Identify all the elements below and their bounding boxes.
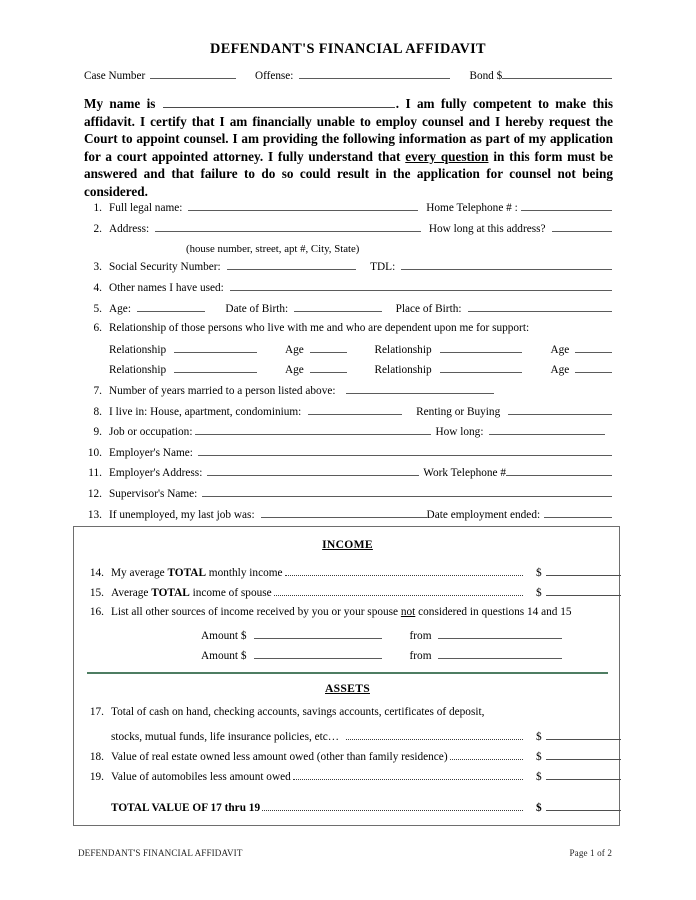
section-divider	[87, 672, 608, 674]
currency-symbol: $	[536, 587, 542, 600]
cash-assets-amount[interactable]	[525, 730, 621, 743]
employer-address-label: Employer's Address:	[109, 467, 203, 480]
address-duration-input[interactable]	[552, 222, 612, 232]
total-value-amount[interactable]	[525, 801, 621, 814]
from-label: from	[409, 630, 432, 643]
tdl-input[interactable]	[401, 260, 612, 270]
full-legal-name-label: Full legal name:	[109, 202, 183, 215]
occupation-input[interactable]	[195, 425, 431, 435]
age-input[interactable]	[137, 301, 205, 311]
amount-label: Amount $	[201, 630, 247, 643]
other-income-amount-input[interactable]	[254, 629, 382, 639]
declarant-name-input[interactable]	[163, 97, 395, 108]
assets-row-17-line2	[74, 730, 621, 743]
questions-list	[78, 201, 612, 528]
automobiles-amount[interactable]	[525, 770, 621, 783]
statement-part-3: in this form must be answered and that failure to do so could result in the application for counsel not being considered.	[84, 148, 613, 199]
employer-name-input[interactable]	[198, 446, 612, 456]
question-row-3	[78, 260, 612, 281]
question-number: 8.	[93, 405, 102, 418]
other-income-entry-row	[201, 629, 562, 642]
rent-or-buy-input[interactable]	[508, 404, 612, 414]
relationship-input[interactable]	[174, 343, 257, 353]
currency-symbol: $	[536, 771, 542, 784]
age-label: Age	[550, 364, 570, 377]
question-number: 16.	[89, 606, 104, 618]
other-income-sources-label: List all other sources of income received by you or your spouse not considered in questions 14 and 15	[111, 606, 572, 618]
assets-heading: ASSETS	[325, 682, 370, 695]
address-label: Address:	[109, 222, 150, 235]
amount-input[interactable]	[546, 770, 621, 780]
dependents-label: Relationship of those persons who live with me and who are dependent upon me for support:	[109, 321, 530, 334]
last-job-label: If unemployed, my last job was:	[109, 508, 255, 521]
page-title: DEFENDANT'S FINANCIAL AFFIDAVIT	[210, 41, 486, 57]
question-number: 3.	[93, 261, 102, 274]
amount-input[interactable]	[546, 801, 621, 811]
birthplace-input[interactable]	[468, 301, 612, 311]
question-row-2	[78, 222, 612, 243]
relationship-input[interactable]	[440, 343, 523, 353]
supervisor-name-input[interactable]	[202, 487, 612, 497]
amount-label: Amount $	[201, 650, 247, 663]
home-telephone-input[interactable]	[521, 201, 612, 211]
job-duration-input[interactable]	[489, 425, 605, 435]
question-number: 9.	[93, 426, 102, 439]
relationship-label: Relationship	[374, 343, 432, 356]
other-income-source-input[interactable]	[438, 629, 562, 639]
income-row-16	[74, 606, 621, 618]
case-number-input[interactable]	[150, 69, 236, 79]
relationship-input[interactable]	[440, 363, 523, 373]
statement-part-2: . I am fully competent to make this affidavit. I certify that I am financially unable to employ counsel and I hereby request the Court to appoint counsel. I am providing the following information as part of my application for a court appointed attorney. I fully understand that	[84, 96, 613, 164]
question-number: 15.	[89, 587, 104, 600]
rent-or-buy-label: Renting or Buying	[416, 405, 501, 418]
years-married-label: Number of years married to a person listed above:	[109, 385, 336, 398]
dependent-age-input[interactable]	[575, 343, 612, 353]
currency-symbol: $	[536, 731, 542, 744]
other-income-source-input[interactable]	[438, 649, 562, 659]
work-telephone-input[interactable]	[506, 466, 612, 476]
offense-label: Offense:	[255, 70, 294, 83]
total-value-label: TOTAL VALUE OF 17 thru 19	[111, 802, 261, 815]
dependent-age-input[interactable]	[310, 343, 347, 353]
cash-assets-label-line2: stocks, mutual funds, life insurance policies, etc…	[111, 731, 340, 744]
dot-leader	[450, 754, 523, 760]
question-row-12	[78, 487, 612, 508]
avg-monthly-income-label: My average TOTAL monthly income	[111, 567, 283, 580]
automobiles-label: Value of automobiles less amount owed	[111, 771, 291, 784]
cash-assets-label-line1: Total of cash on hand, checking accounts, savings accounts, certificates of deposit,	[111, 706, 485, 718]
question-number: 19.	[89, 771, 104, 784]
footer-page-number: Page 1 of 2	[569, 848, 612, 858]
age-label: Age	[284, 343, 304, 356]
currency-symbol: $	[536, 751, 542, 764]
dwelling-type-label: I live in: House, apartment, condominium:	[109, 405, 302, 418]
spouse-income-amount[interactable]	[525, 586, 621, 599]
page-footer	[78, 848, 612, 858]
income-row-14	[74, 566, 621, 579]
full-legal-name-input[interactable]	[188, 201, 418, 211]
ssn-input[interactable]	[227, 260, 356, 270]
question-row-8	[78, 404, 612, 425]
question-number: 17.	[89, 706, 104, 718]
currency-symbol: $	[536, 567, 542, 580]
question-number: 11.	[88, 467, 102, 480]
address-duration-label: How long at this address?	[428, 222, 546, 235]
occupation-label: Job or occupation:	[109, 426, 193, 439]
question-number: 13.	[87, 508, 102, 521]
birthplace-label: Place of Birth:	[395, 302, 462, 315]
other-names-input[interactable]	[230, 281, 612, 291]
other-names-label: Other names I have used:	[109, 282, 224, 295]
dob-label: Date of Birth:	[225, 302, 289, 315]
question-number: 12.	[87, 487, 102, 500]
bond-input[interactable]	[502, 69, 612, 79]
question-number: 14.	[89, 567, 104, 580]
employer-name-label: Employer's Name:	[109, 446, 193, 459]
amount-input[interactable]	[546, 750, 621, 760]
question-number: 18.	[89, 751, 104, 764]
question-row-6	[78, 322, 612, 343]
years-married-input[interactable]	[346, 384, 494, 394]
address-format-hint: (house number, street, apt #, City, State)	[186, 243, 360, 256]
assets-row-17-line1	[74, 706, 621, 718]
income-row-15	[74, 586, 621, 599]
income-heading: INCOME	[322, 538, 373, 551]
dependent-age-input[interactable]	[575, 363, 612, 373]
last-job-input[interactable]	[261, 507, 427, 517]
case-number-label: Case Number	[84, 70, 146, 83]
question-number: 4.	[93, 282, 102, 295]
question-number: 10.	[87, 446, 102, 459]
assets-total-row	[74, 801, 621, 814]
amount-input[interactable]	[546, 730, 621, 740]
relationship-label: Relationship	[374, 364, 432, 377]
amount-input[interactable]	[546, 566, 621, 576]
from-label: from	[409, 650, 432, 663]
assets-row-18	[74, 750, 621, 763]
assets-row-19	[74, 770, 621, 783]
question-row-13	[78, 507, 612, 528]
real-estate-amount[interactable]	[525, 750, 621, 763]
question-number: 2.	[93, 222, 102, 235]
question-row-7	[78, 384, 612, 405]
dependent-row	[78, 343, 612, 364]
question-number: 5.	[93, 302, 102, 315]
dot-leader	[262, 805, 523, 811]
supervisor-name-label: Supervisor's Name:	[109, 487, 198, 500]
amount-input[interactable]	[546, 586, 621, 596]
dwelling-type-input[interactable]	[308, 404, 402, 414]
dot-leader	[274, 590, 523, 596]
address-input[interactable]	[155, 222, 421, 232]
employer-address-input[interactable]	[207, 466, 419, 476]
question-row-10	[78, 446, 612, 467]
real-estate-label: Value of real estate owned less amount owed (other than family residence)	[111, 751, 448, 764]
ssn-label: Social Security Number:	[109, 261, 221, 274]
job-duration-label: How long:	[435, 426, 484, 439]
home-telephone-label: Home Telephone # :	[426, 202, 518, 215]
age-label: Age:	[109, 302, 131, 315]
question-row-1	[78, 201, 612, 222]
tdl-label: TDL:	[370, 261, 396, 274]
dependent-row	[78, 363, 612, 384]
case-header-row	[84, 69, 612, 82]
income-assets-box	[73, 526, 620, 826]
dot-leader	[285, 570, 523, 576]
dot-leader	[346, 734, 523, 740]
spouse-income-label: Average TOTAL income of spouse	[111, 587, 272, 600]
question-number: 6.	[93, 321, 102, 334]
relationship-input[interactable]	[174, 363, 257, 373]
footer-document-name: DEFENDANT'S FINANCIAL AFFIDAVIT	[78, 848, 243, 858]
affidavit-statement	[84, 95, 613, 201]
question-row-5	[78, 301, 612, 322]
work-telephone-label: Work Telephone #	[423, 467, 507, 480]
question-number: 7.	[93, 385, 102, 398]
employment-end-label: Date employment ended:	[426, 508, 541, 521]
age-label: Age	[284, 364, 304, 377]
statement-emphasis: every question	[405, 148, 489, 164]
dot-leader	[293, 774, 523, 780]
employment-end-input[interactable]	[544, 507, 612, 517]
question-number: 1.	[93, 202, 102, 215]
question-row-11	[78, 466, 612, 487]
question-row-9	[78, 425, 612, 446]
currency-symbol: $	[536, 802, 542, 815]
other-income-amount-input[interactable]	[254, 649, 382, 659]
relationship-label: Relationship	[109, 364, 167, 377]
statement-part-1: My name is	[84, 96, 162, 111]
dob-input[interactable]	[294, 301, 381, 311]
other-income-entry-row	[201, 649, 562, 662]
question-row-4	[78, 281, 612, 302]
bond-label: Bond $	[469, 70, 503, 83]
age-label: Age	[550, 343, 570, 356]
dependent-age-input[interactable]	[310, 363, 347, 373]
avg-monthly-income-amount[interactable]	[525, 566, 621, 579]
relationship-label: Relationship	[109, 343, 167, 356]
offense-input[interactable]	[299, 69, 449, 79]
